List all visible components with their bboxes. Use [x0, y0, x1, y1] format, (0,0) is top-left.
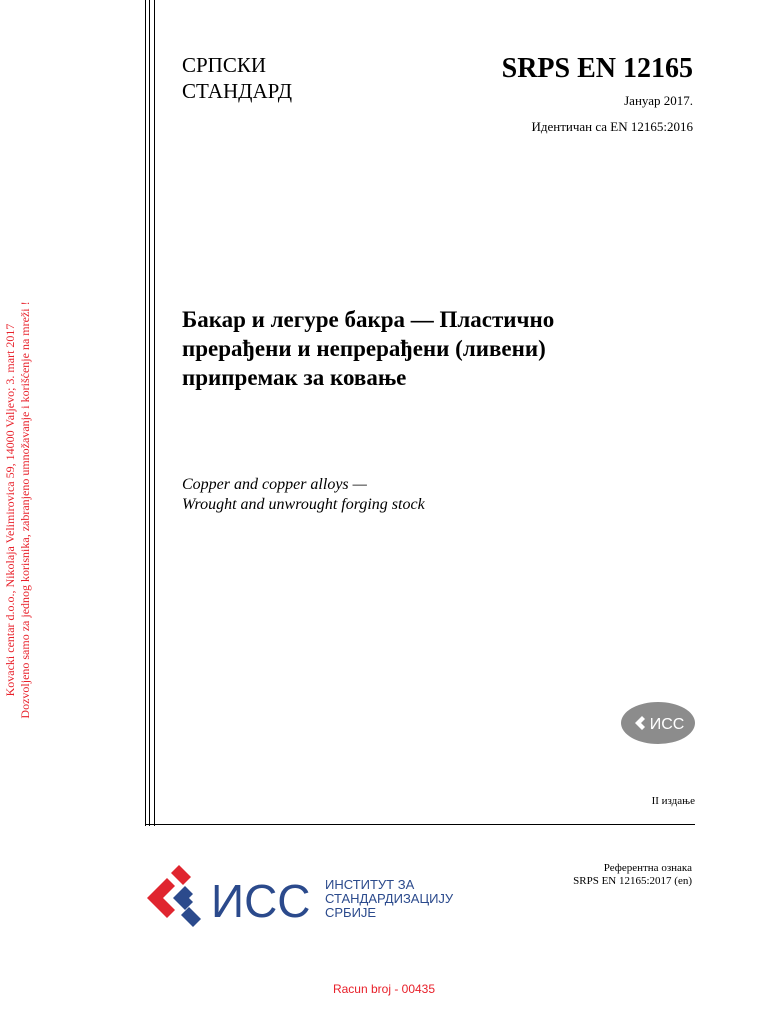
reference-label: Референтна ознака [603, 862, 692, 874]
reference-designation [573, 862, 692, 888]
iss-logo [145, 865, 465, 931]
receipt-number: Racun broj - 00435 [332, 982, 436, 996]
frame-bottom-line [145, 824, 695, 825]
logo-abbr: ИСС [211, 875, 311, 927]
reference-value: SRPS EN 12165:2017 (en) [573, 875, 692, 887]
title-english [182, 475, 632, 515]
standard-header [502, 52, 693, 135]
frame-line [145, 0, 146, 826]
standard-type [182, 52, 292, 104]
iss-badge [621, 702, 695, 744]
edition: II издање [651, 795, 695, 807]
license-note-line1: Kovacki centar d.o.o., Nikolaja Velimirovica 59, 14000 Valjevo; 3. mart 2017 [3, 323, 17, 697]
standard-type-line1: СРПСКИ [182, 53, 267, 77]
standard-type-line2: СТАНДАРД [182, 79, 293, 103]
frame-line [149, 0, 150, 826]
identical-with: Идентичан са EN 12165:2016 [531, 119, 693, 134]
logo-line2: СТАНДАРДИЗАЦИЈУ [325, 891, 454, 906]
license-note-line2: Dozvoljeno samo za jednog korisnika, zabranjeno umnožavanje i korišćenje na mreži ! [18, 301, 32, 719]
license-note [3, 301, 33, 718]
title-english-line1: Copper and copper alloys — [182, 476, 367, 493]
badge-text: ИСС [649, 716, 685, 733]
logo-line1: ИНСТИТУТ ЗА [325, 877, 415, 892]
frame-line [154, 0, 155, 826]
publication-date: Јануар 2017. [624, 93, 693, 108]
iss-chevron-icon [147, 865, 201, 927]
logo-line3: СРБИЈЕ [325, 905, 377, 920]
title-serbian: Бакар и легуре бакра — Пластично прерађени и непрерађени (ливени) припремак за ковање [182, 307, 555, 390]
title-english-line2: Wrought and unwrought forging stock [182, 496, 425, 513]
standard-code: SRPS EN 12165 [501, 53, 693, 84]
